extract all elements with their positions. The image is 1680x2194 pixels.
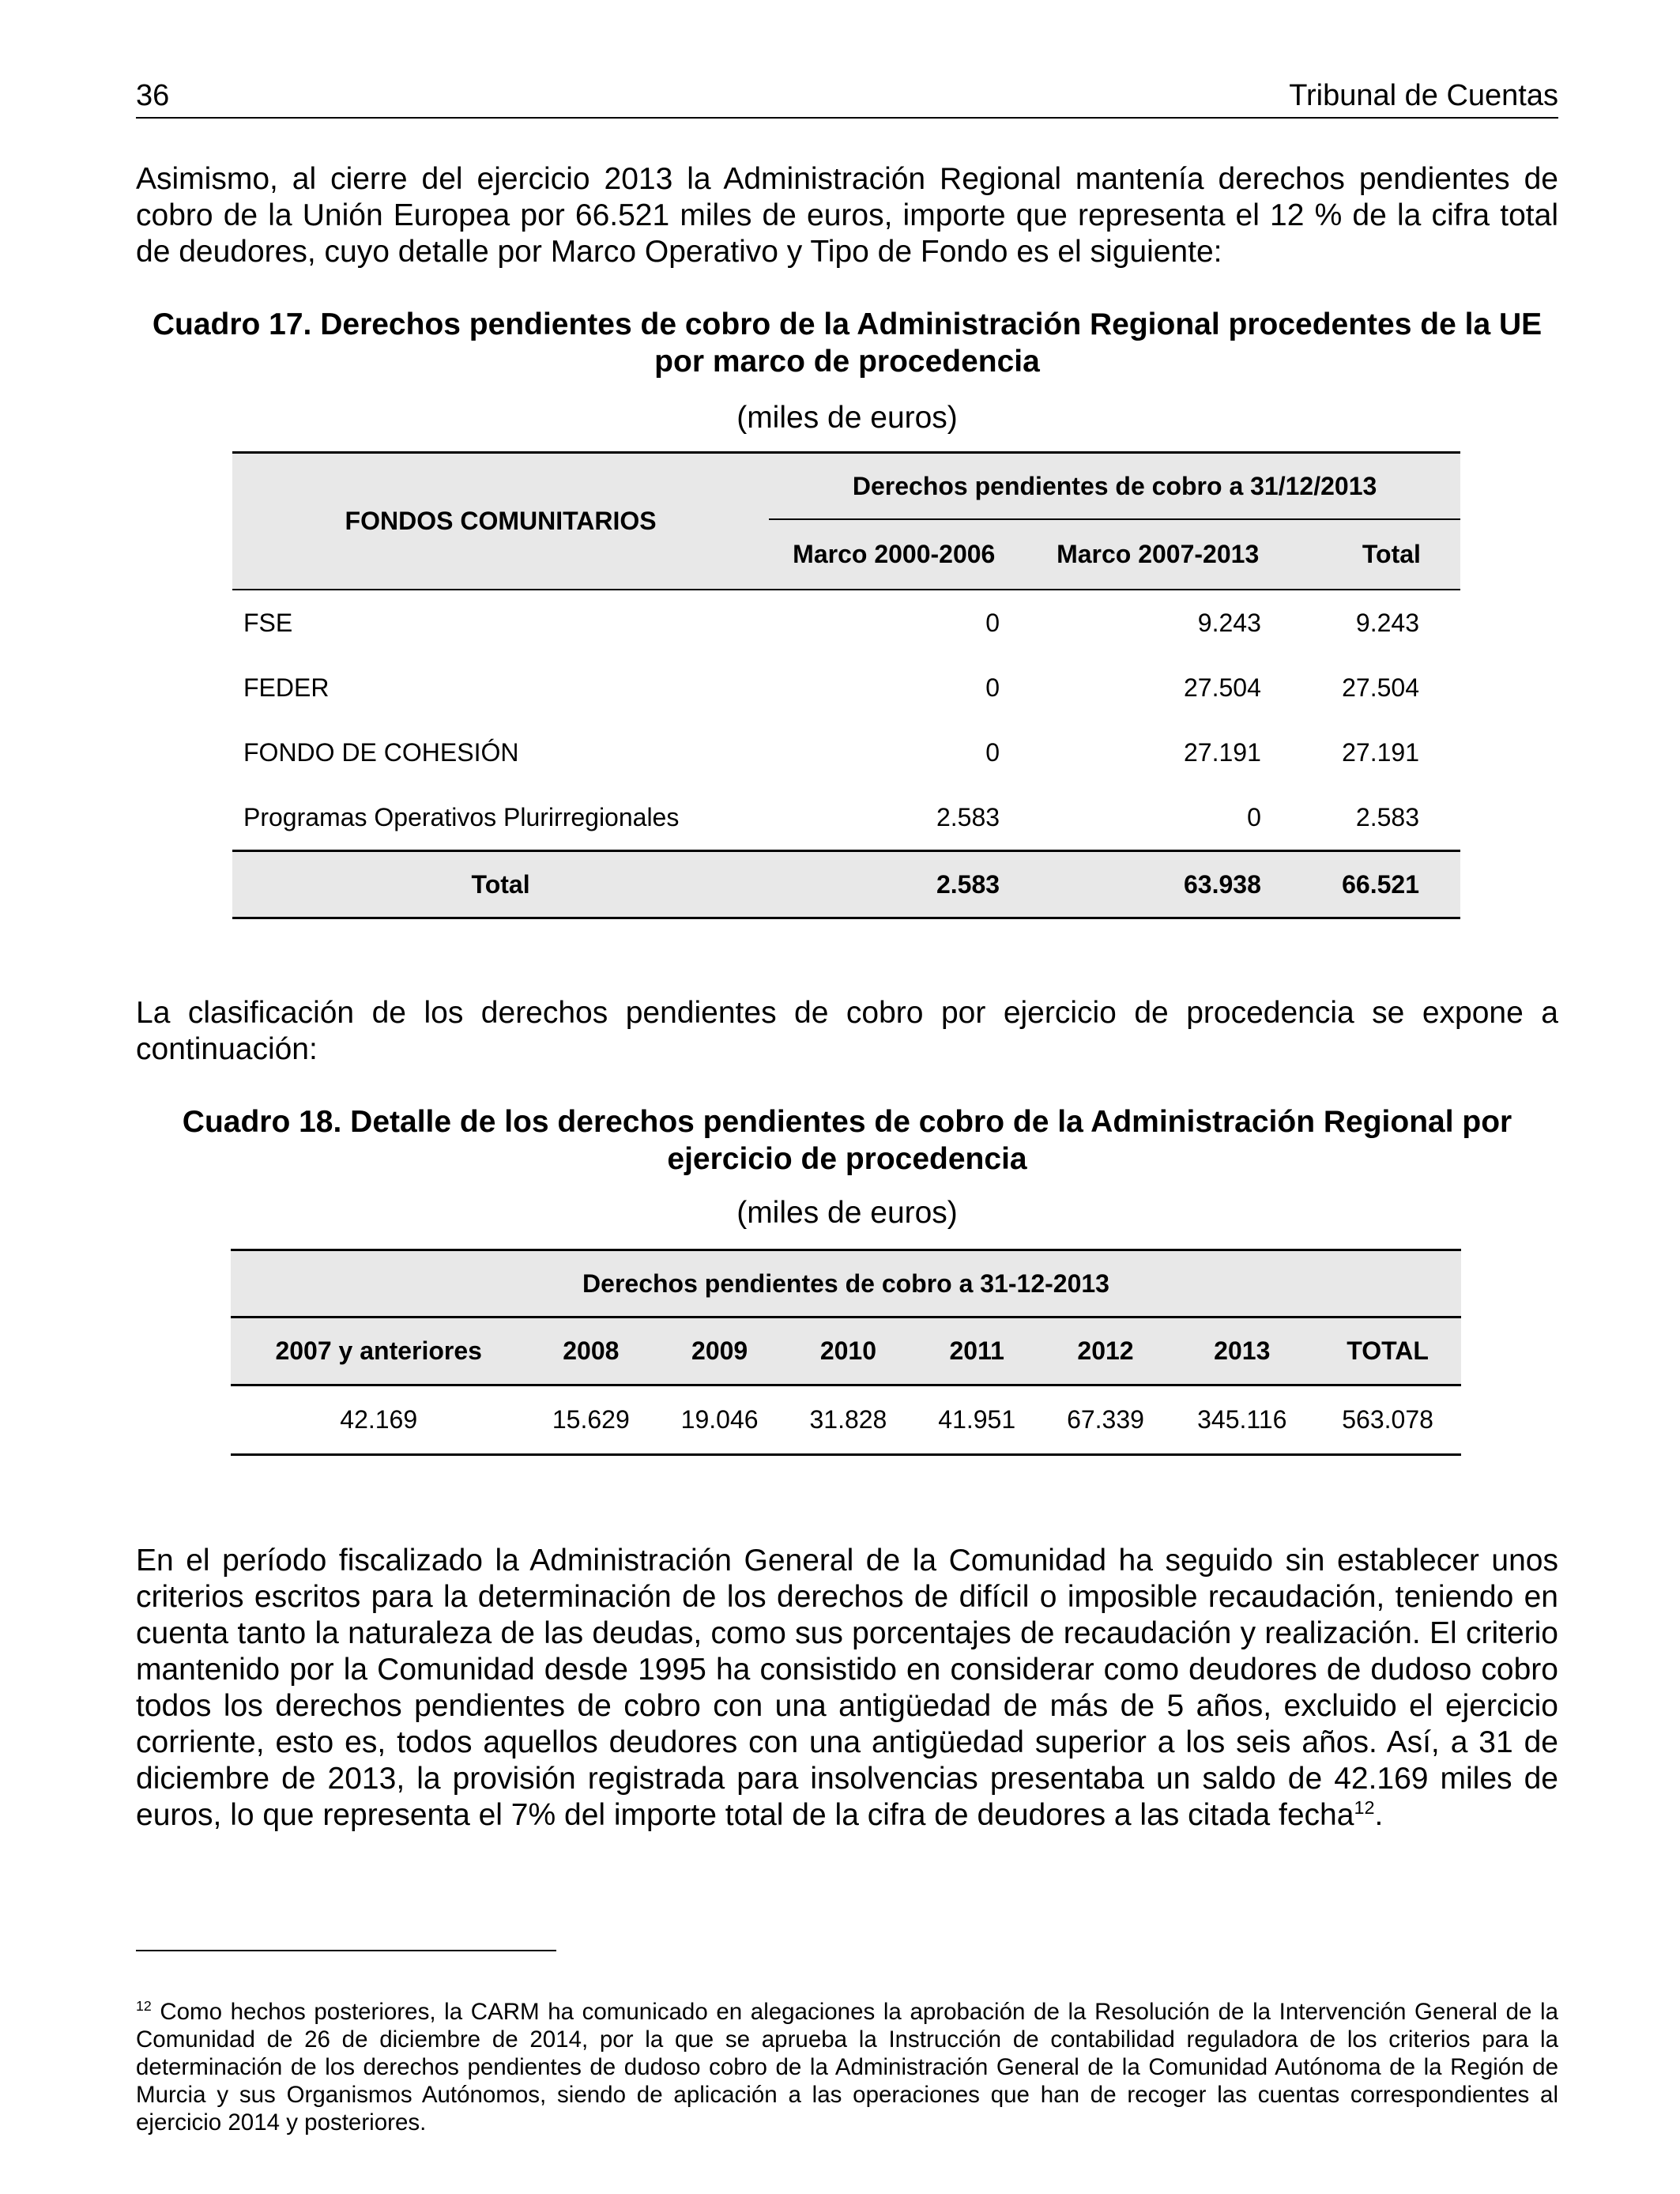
footnote-separator [136, 1950, 556, 1951]
middle-paragraph: La clasificación de los derechos pendientes de cobro por ejercicio de procedencia se expone a continuación: [136, 996, 1558, 1066]
cell-value: 0 [1247, 802, 1261, 831]
table17 [232, 451, 1460, 919]
total-label: Total [232, 851, 769, 918]
intro-paragraph: Asimismo, al cierre del ejercicio 2013 la Administración Regional mantenía derechos pendientes de cobro de la Unión Europea por 66.521 miles de euros, importe que representa el 12 % de la cifra total de deudores, cuyo detalle por Marco Operativo y Tipo de Fondo es el siguiente: [136, 162, 1558, 269]
table18-col-header: 2010 [784, 1318, 913, 1385]
closing-text: En el período fiscalizado la Administración General de la Comunidad ha seguido sin establecer unos criterios escritos para la determinación de los derechos de difícil o imposible recaudación, teniendo en cuenta tanto la naturaleza de las deudas, como sus porcentajes de recaudación y realización. El criterio mantenido por la Comunidad desde 1995 ha consistido en considerar como deudores de dudoso cobro todos los derechos pendientes de cobro con una antigüedad de más de 5 años, excluido el ejercicio corriente, esto es, todos aquellos deudores con una antigüedad superior a los seis años. Así, a 31 de diciembre de 2013, la provisión registrada para insolvencias presentaba un saldo de 42.169 miles de euros, lo que representa el 7% del importe total de la cifra de deudores a las citada fecha [136, 1544, 1558, 1832]
cell-value: 345.116 [1197, 1405, 1287, 1434]
row-label: FEDER [243, 673, 330, 702]
table17-group-header: Derechos pendientes de cobro a 31/12/2013 [769, 453, 1460, 520]
total-value: 66.521 [1309, 851, 1460, 918]
table17-total-row [232, 851, 1460, 918]
closing-paragraph [136, 1543, 1558, 1834]
cell-value: 9.243 [1197, 608, 1261, 637]
table17-col-header: Total [1309, 519, 1460, 590]
table18 [231, 1249, 1461, 1456]
footnote [136, 1998, 1558, 2136]
page-number: 36 [136, 79, 170, 112]
table-row [232, 590, 1460, 655]
cell-value: 27.504 [1183, 673, 1261, 702]
cell-value: 563.078 [1342, 1405, 1433, 1434]
cell-value: 2.583 [1355, 802, 1419, 831]
cell-value: 9.243 [1355, 608, 1419, 637]
cell-value: 15.629 [552, 1405, 630, 1434]
row-label: Programas Operativos Plurirregionales [243, 802, 680, 831]
total-value: 63.938 [1047, 851, 1309, 918]
table17-col-header: Marco 2000-2006 [769, 519, 1047, 590]
cell-value: 0 [985, 608, 1000, 637]
footnote-marker: 12 [136, 1998, 152, 2015]
table17-units: (miles de euros) [736, 401, 958, 435]
cell-value: 0 [985, 673, 1000, 702]
table-row [232, 655, 1460, 720]
table18-col-header: 2009 [655, 1318, 784, 1385]
table18-col-header: 2008 [526, 1318, 655, 1385]
row-label: FONDO DE COHESIÓN [243, 737, 519, 767]
table-row [232, 785, 1460, 851]
cell-value: 42.169 [340, 1405, 418, 1434]
table17-col-header: Marco 2007-2013 [1047, 519, 1309, 590]
cell-value: 27.504 [1342, 673, 1419, 702]
table18-col-header: 2007 y anteriores [231, 1318, 526, 1385]
cell-value: 31.828 [809, 1405, 887, 1434]
institution-name: Tribunal de Cuentas [1289, 79, 1558, 112]
table18-col-header: 2013 [1170, 1318, 1314, 1385]
row-label: FSE [243, 608, 293, 637]
table18-group-header: Derechos pendientes de cobro a 31-12-2013 [231, 1250, 1461, 1318]
table-row [231, 1385, 1461, 1455]
cell-value: 19.046 [680, 1405, 759, 1434]
cell-value: 2.583 [936, 802, 1000, 831]
table18-col-header: 2011 [913, 1318, 1042, 1385]
table-row [232, 720, 1460, 785]
table17-row-header: FONDOS COMUNITARIOS [232, 453, 769, 590]
footnote-text: Como hechos posteriores, la CARM ha comunicado en alegaciones la aprobación de la Resolución de la Intervención General de la Comunidad de 26 de diciembre de 2014, por la que se aprueba la Instrucción de contabilidad reguladora de los criterios para la determinación de los derechos pendientes de dudoso cobro de la Administración General de la Comunidad Autónoma de la Región de Murcia y sus Organismos Autónomos, siendo de aplicación a las operaciones que han de recoger las cuentas correspondientes al ejercicio 2014 y posteriores. [136, 1999, 1558, 2136]
table18-caption: Cuadro 18. Detalle de los derechos pendientes de cobro de la Administración Regional por ejercicio de procedencia [182, 1105, 1512, 1176]
footnote-reference[interactable]: 12 [1354, 1797, 1375, 1818]
cell-value: 27.191 [1183, 737, 1261, 767]
table18-col-header: 2012 [1042, 1318, 1170, 1385]
page-header [136, 76, 1558, 119]
cell-value: 41.951 [938, 1405, 1016, 1434]
cell-value: 0 [985, 737, 1000, 767]
table18-units: (miles de euros) [736, 1196, 958, 1230]
total-value: 2.583 [769, 851, 1047, 918]
cell-value: 27.191 [1342, 737, 1419, 767]
table18-col-header: TOTAL [1314, 1318, 1461, 1385]
table17-caption: Cuadro 17. Derechos pendientes de cobro de la Administración Regional procedentes de la UE por marco de procedencia [152, 307, 1543, 379]
cell-value: 67.339 [1067, 1405, 1144, 1434]
closing-period: . [1374, 1798, 1384, 1832]
